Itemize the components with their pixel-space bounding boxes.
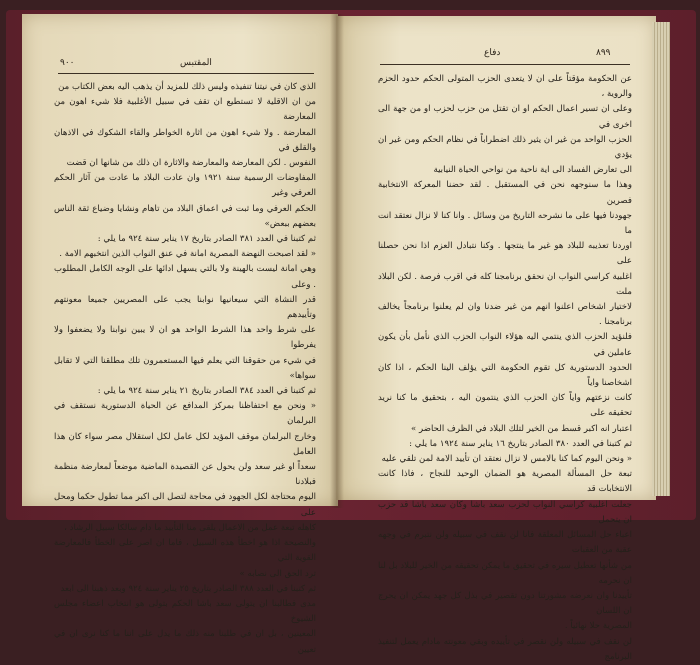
text-line: سعداً او غير سعد ولن يحول عن القصيدة الماضية موضعاً لمعارضة منظمة فبلادنا [54, 462, 316, 488]
text-line: جعلت اغلبية كراسي النواب لحزب سعد باشا وكان سعد باشا قد حزب ان يتحمل [378, 499, 632, 525]
text-line: وهذا ما سنوجهه نحن في المستقبل . لقد حضنا المعركة الانتخابية فصرين [378, 180, 632, 206]
text-line: ثم كتبنا في العدد ٣٨٨ الصادر بتاريخ ٢٥ يناير سنة ٩٢٤ وبعد ذهبنا الى ابعد [60, 583, 316, 594]
text-line: في شيء من حقوقنا التي يعلم فيها المستعمرون تلك مطلقنا التي لا تقابل سواها» [54, 355, 316, 381]
text-line: من شأنها تعطيل سيره في تحقيق ما يمكن تحقيقه من الخير للبلاد بل لنا ان نحرمه [378, 560, 632, 586]
text-line: تأييدنا وان نعرضه مشورتنا دون تقصير في بذل كل جهد يمكن ان يحرج ان اللسان [378, 590, 632, 617]
text-line: من ان الاقلية لا تستطيع ان تقف في سبيل الأغلبية فلا شيء اهون من المعارضة [54, 97, 316, 123]
left-running-head: المقتبس [180, 58, 212, 68]
left-page-number: ٩٠٠ [60, 58, 75, 68]
text-line: كانت نزعتهم واياً كان الحزب الذي ينتمون اليه ، بتحقيق ما كنا نريد تحقيقه على [378, 393, 632, 419]
text-line: الحدود الدستورية كل تقوم الحكومة التي يؤلف الينا الحكم ، اذا كان اشخاصنا واياً [378, 362, 632, 389]
text-line: اليوم محتاجة لكل الجهود في محاجة لتصل الى اكبر مما تطول حكما ومحل على [54, 492, 316, 518]
text-line: لاختيار اشخاص اعلنوا انهم من غير ضدنا وان لم يعلنوا برنامجاً يخالف برنامجنا . [378, 302, 632, 328]
text-line: كاهله تبعة عمل من الاعمال يلقى منا التأييد ما دام سالكا سبيل الرشاد ، [64, 522, 316, 533]
left-page-body [54, 80, 316, 655]
text-line: مدى فطالبنا ان يتولى سعد باشا الحكم بتولى هو انتخاب اعضاء مجلس الشيوخ [54, 598, 316, 625]
left-page-header [60, 58, 310, 72]
right-page-header [384, 48, 624, 62]
left-header-rule [58, 73, 314, 74]
text-line: « ونحن اليوم كما كنا بالامس لا نزال نعتقد ان تأييد الامة لمن تلقي عليه [381, 454, 632, 465]
text-line: اوردنا تعذيبه للبلاد هو غير ما ينتجها . وكنا نتبادل العزم اذا نحن حصلنا على [378, 241, 632, 267]
text-line: على شرط واحد هذا الشرط الواحد هو ان لا يبين نوابنا ولا يضعفوا ولا يفرطوا [54, 325, 316, 351]
text-line: وهي امانة ليست بالهينة ولا بالتي يسهل ادائها على الوجه الكامل المطلوب . وعلى [54, 264, 316, 290]
right-header-rule [380, 64, 630, 65]
book-gutter [330, 14, 344, 508]
text-line: ترد الحق الى نصابه » [239, 568, 316, 579]
text-line: ثم كتبنا في العدد ٣٨٤ الصادر بتاريخ ٢١ يناير سنة ٩٢٤ ما يلي : [97, 386, 316, 397]
text-line: اعتبار انه اكبر قسط من الخير لتلك البلاد في الظرف الحاضر » [411, 423, 632, 434]
text-line: « لقد اصبحت النهضة المصرية امانة في عنق النواب الذين انتخبهم الامة . [59, 249, 316, 260]
text-line: وخارج البرلمان موقف المؤيد لكل عامل لكل استقلال مصر سواء كان هذا العامل [54, 431, 316, 457]
text-line: المصرية حلا نهائياً . [564, 621, 632, 632]
text-line: جهودنا فيها على ما نشرحه التاريخ من وسائل . وانا كنا لا نزال نعتقد انت ما [378, 210, 632, 237]
text-line: النفوس . لكن المعارضة والمعارضة والاثارة ان ذلك من شانها ان قضت [66, 158, 316, 169]
text-line: المعينين ، بل ان في طلبنا منه ذلك ما يدل على اننا ما كنا نرى ان في تعيين [54, 629, 316, 655]
text-line: الحكم العرفي وما ثبت في اعماق البلاد من تاهام ونشايا وضياع ثقة الناس بعضهم ببعض» [54, 203, 316, 229]
right-running-head: دفاع [484, 48, 501, 58]
text-line: الذي كان في نيتنا تنفيذه وليس ذلك للمزيد أن يذهب اليه بعض الكتاب من [58, 82, 316, 92]
text-line: ثم كتبنا في العدد ٣٨١ الصادر بتاريخ ١٧ يناير سنة ٩٢٤ ما يلي : [97, 234, 316, 245]
text-line: لن نقف في سبيله ولن نقصر في تأييده وبقي معونته مادام يعمل لتنفيذ البرنامج [378, 636, 632, 662]
text-line: الى تعارض الفساد الى اية ناحية من نواحي الحياة النيابية [433, 165, 632, 176]
text-line: اغلبية كراسي النواب ان نحقق برنامجنا كله في اقرب فرصة . لكن البلاد ملت [378, 271, 632, 297]
text-line: اعباء حل المسائل المعلقة فانا لن نقف في سبيله ولن نتبرم في وجهه عقبة من العقبات [378, 530, 632, 556]
text-line: وعلى ان تسير اعمال الحكم او ان تقتل من حزب لحزب او من جهة الى اخرى في [378, 104, 632, 130]
text-line: فلنؤيد الحزب الذي ينتمي اليه هؤلاء النواب الحزب الذي نأمل بأن يكون عاملين في [378, 332, 632, 358]
text-line: ثم كتبنا في العدد ٣٨٠ الصادر بتاريخ ١٦ يناير سنة ١٩٢٤ ما يلي : [409, 438, 632, 449]
text-line: والنصيحة اذا هو اخطأ هذه السبيل ، فاما ان اصر على الخطأ فالمعارضة القوية التي [54, 538, 316, 564]
text-line: عن الحكومة مؤقتاً على ان لا يتعدى الحزب المتولى الحكم حدود الحزم والروية ، [378, 74, 632, 100]
right-page-body [378, 72, 632, 662]
text-line: تبعة حل المسألة المصرية هو الضمان الوحيد للنجاح ، فاذا كانت الانتخابات قد [378, 469, 632, 495]
text-line: قدر النشاة التي سيعانيها نوابنا يجب على المصريين جميعا معونتهم وتأييدهم [54, 294, 316, 321]
text-line: « ونحن مع احتفاظنا بمركز المدافع عن الحياة الدستورية نستقف في البرلمان [54, 401, 316, 427]
page-edges [652, 22, 670, 496]
text-line: المفاوضات الرسمية سنة ١٩٢١ وان عادت البلاد ما عادت من آثار الحكم العرفي وغير [54, 173, 316, 199]
text-line: المعارضة . ولا شيء اهون من اثارة الخواطر والقاء الشكوك في الاذهان والقلق في [54, 127, 316, 153]
right-page-number: ٨٩٩ [596, 48, 611, 58]
text-line: الحزب الواحد من غير ان يثير ذلك اضطراباً في نظام الحكم ومن غير ان يؤدي [378, 134, 632, 161]
